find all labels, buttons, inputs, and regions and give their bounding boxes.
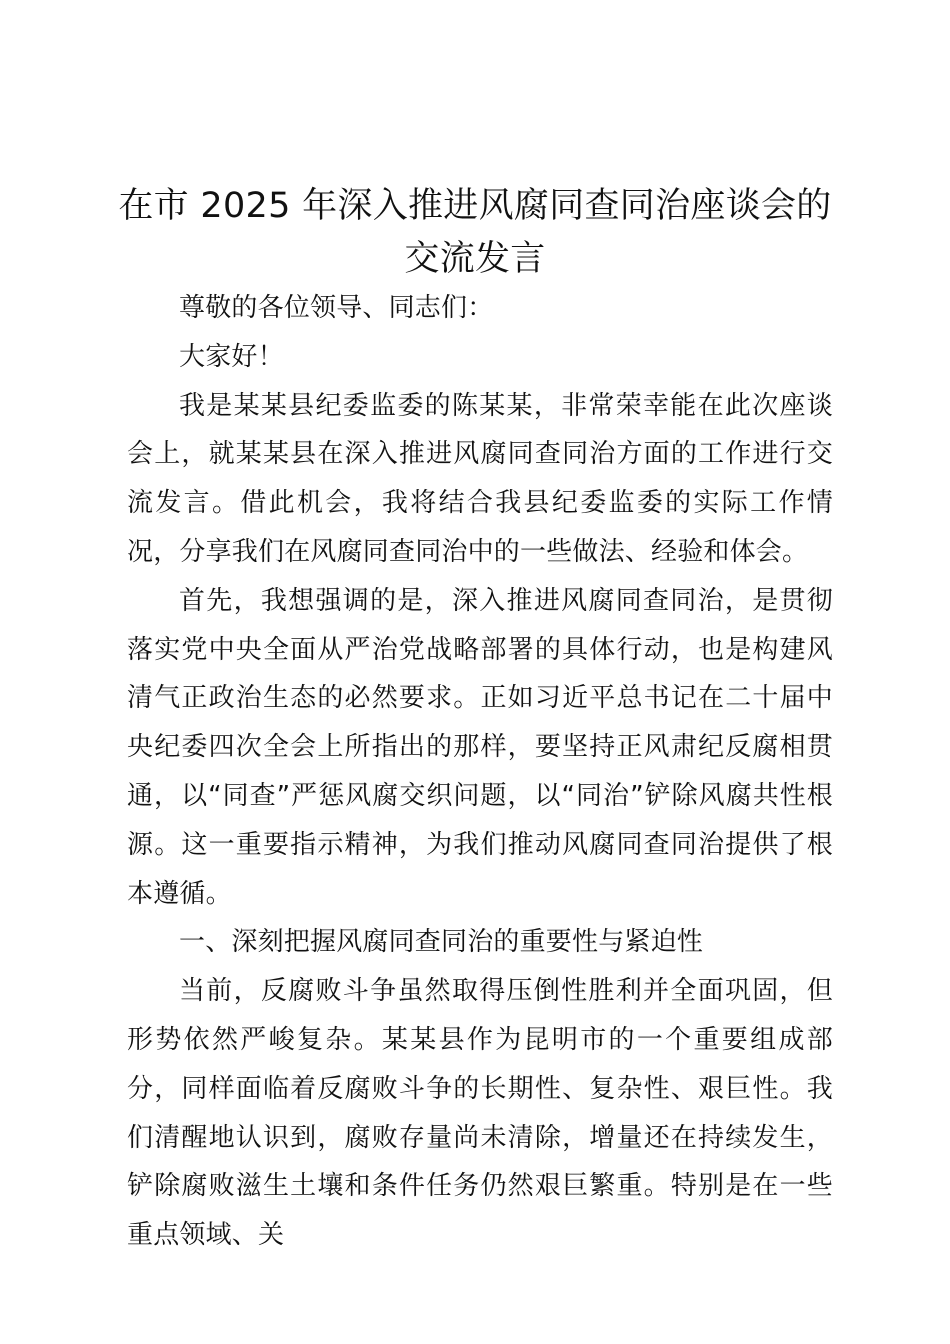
greeting: 大家好！ <box>179 341 284 372</box>
paragraph-emphasis: 首先，我想强调的是，深入推进风腐同查同治，是贯彻落实党中央全面从严治党战略部署的具体行动，也是构建风清气正政治生态的必然要求。正如习近平总书记在二十届中央纪委四次全会上所指出的那样，要坚持正风肃纪反腐相贯通，以“同查”严惩风腐交织问题，以“同治”铲除风腐共性根源。这一重要指示精神，为我们推动风腐同查同治提供了根本遵循。 <box>127 585 833 909</box>
document-title <box>110 180 840 286</box>
section-heading-1: 一、深刻把握风腐同查同治的重要性与紧迫性 <box>179 927 704 958</box>
title-line-1: 在市 2025 年深入推进风腐同查同治座谈会的 <box>118 186 832 226</box>
salutation: 尊敬的各位领导、同志们： <box>179 293 494 323</box>
paragraph-situation: 当前，反腐败斗争虽然取得压倒性胜利并全面巩固，但形势依然严峻复杂。某某县作为昆明市的一个重要组成部分，同样面临着反腐败斗争的长期性、复杂性、艰巨性。我们清醒地认识到，腐败存量尚未清除，增量还在持续发生，铲除腐败滋生土壤和条件任务仍然艰巨繁重。特别是在一些重点领域、关 <box>127 976 833 1251</box>
document-body <box>127 284 833 1260</box>
title-line-2: 交流发言 <box>404 239 546 279</box>
paragraph-intro: 我是某某县纪委监委的陈某某，非常荣幸能在此次座谈会上，就某某县在深入推进风腐同查同治方面的工作进行交流发言。借此机会，我将结合我县纪委监委的实际工作情况，分享我们在风腐同查同治中的一些做法、经验和体会。 <box>127 390 833 567</box>
